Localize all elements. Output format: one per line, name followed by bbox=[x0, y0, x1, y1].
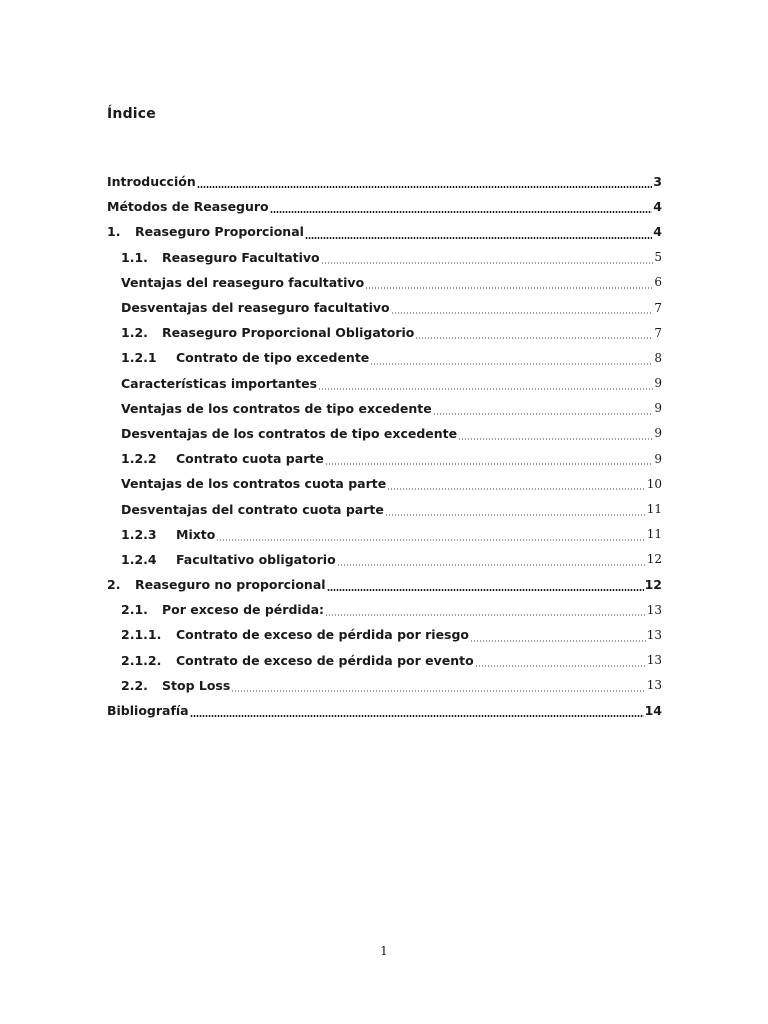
dot-leader bbox=[231, 690, 645, 692]
dot-leader bbox=[270, 211, 653, 213]
toc-entry-number: 1. bbox=[107, 224, 121, 240]
toc-entry-title: Stop Loss bbox=[162, 677, 231, 693]
toc-entry-number: 1.2.3 bbox=[121, 526, 157, 542]
toc-entry-title: Características importantes bbox=[121, 375, 318, 391]
dot-leader bbox=[415, 337, 653, 339]
toc-entry-title: Contrato de tipo excedente bbox=[176, 350, 370, 366]
page-number: 1 bbox=[380, 944, 388, 958]
toc-entry-title: Contrato de exceso de pérdida por evento bbox=[176, 652, 474, 668]
toc-entry-page: 4 bbox=[653, 224, 662, 240]
toc-entry-title: Desventajas de los contratos de tipo excedente bbox=[121, 425, 458, 441]
toc-entry-title: Reaseguro Proporcional bbox=[135, 224, 304, 240]
toc-entry[interactable] bbox=[107, 371, 662, 396]
toc-entry-page: 8 bbox=[654, 350, 662, 365]
toc-entry[interactable] bbox=[107, 496, 662, 521]
toc-entry-title: Métodos de Reaseguro bbox=[107, 199, 269, 215]
toc-entry[interactable] bbox=[107, 572, 662, 597]
toc-entry[interactable] bbox=[107, 471, 662, 496]
toc-entry-page: 6 bbox=[654, 275, 662, 290]
toc-entry-page: 4 bbox=[653, 199, 662, 215]
toc-entry[interactable] bbox=[107, 522, 662, 547]
dot-leader bbox=[385, 514, 646, 516]
toc-entry-page: 11 bbox=[646, 527, 662, 542]
toc-entry-page: 12 bbox=[644, 577, 662, 593]
toc-entry[interactable] bbox=[107, 396, 662, 421]
dot-leader bbox=[318, 388, 653, 390]
toc-entry[interactable] bbox=[107, 169, 662, 194]
toc-entry[interactable] bbox=[107, 648, 662, 673]
toc-entry-number: 2.2. bbox=[121, 677, 148, 693]
dot-leader bbox=[458, 438, 653, 440]
toc-entry-page: 9 bbox=[654, 401, 662, 416]
toc-entry-title: Desventajas del reaseguro facultativo bbox=[121, 300, 390, 316]
dot-leader bbox=[370, 363, 653, 365]
dot-leader bbox=[475, 665, 646, 667]
toc-entry-page: 3 bbox=[653, 174, 662, 190]
toc-entry-title: Ventajas de los contratos cuota parte bbox=[121, 476, 387, 492]
toc-entry-title: Por exceso de pérdida: bbox=[162, 602, 325, 618]
toc-entry-title: Contrato de exceso de pérdida por riesgo bbox=[176, 627, 470, 643]
dot-leader bbox=[470, 640, 646, 642]
toc-entry-page: 9 bbox=[654, 451, 662, 466]
toc-entry-number: 2.1.2. bbox=[121, 652, 162, 668]
toc-entry[interactable] bbox=[107, 421, 662, 446]
toc-entry[interactable] bbox=[107, 219, 662, 244]
toc-entry-page: 13 bbox=[646, 627, 662, 642]
toc-entry[interactable] bbox=[107, 622, 662, 647]
toc-entry-page: 12 bbox=[646, 552, 662, 567]
dot-leader bbox=[337, 564, 646, 566]
toc-entry-page: 9 bbox=[654, 426, 662, 441]
toc-entry-title: Reaseguro no proporcional bbox=[135, 577, 326, 593]
dot-leader bbox=[305, 237, 652, 239]
toc-entry[interactable] bbox=[107, 446, 662, 471]
table-of-contents bbox=[107, 169, 662, 723]
toc-entry[interactable] bbox=[107, 295, 662, 320]
toc-heading: Índice bbox=[107, 106, 156, 122]
toc-entry-page: 9 bbox=[654, 376, 662, 391]
toc-entry-page: 13 bbox=[646, 653, 662, 668]
toc-entry-number: 1.2.4 bbox=[121, 551, 157, 567]
toc-entry-number: 1.2.1 bbox=[121, 350, 157, 366]
dot-leader bbox=[433, 413, 654, 415]
dot-leader bbox=[216, 539, 645, 541]
toc-entry-title: Reaseguro Proporcional Obligatorio bbox=[162, 325, 415, 341]
toc-entry-number: 2.1. bbox=[121, 602, 148, 618]
toc-entry-title: Facultativo obligatorio bbox=[176, 551, 336, 567]
toc-entry[interactable] bbox=[107, 345, 662, 370]
dot-leader bbox=[190, 715, 644, 717]
toc-entry-number: 1.2. bbox=[121, 325, 148, 341]
toc-entry-page: 10 bbox=[646, 476, 662, 491]
dot-leader bbox=[325, 614, 646, 616]
toc-entry-number: 2. bbox=[107, 577, 121, 593]
toc-entry[interactable] bbox=[107, 698, 662, 723]
dot-leader bbox=[387, 488, 646, 490]
toc-entry-title: Contrato cuota parte bbox=[176, 451, 324, 467]
toc-entry-number: 1.2.2 bbox=[121, 451, 157, 467]
toc-entry[interactable] bbox=[107, 270, 662, 295]
dot-leader bbox=[327, 589, 644, 591]
toc-entry-number: 2.1.1. bbox=[121, 627, 162, 643]
toc-entry-title: Reaseguro Facultativo bbox=[162, 249, 320, 265]
toc-entry-title: Desventajas del contrato cuota parte bbox=[121, 501, 384, 517]
toc-entry-page: 13 bbox=[646, 602, 662, 617]
toc-entry-number: 1.1. bbox=[121, 249, 148, 265]
toc-entry[interactable] bbox=[107, 194, 662, 219]
dot-leader bbox=[391, 312, 654, 314]
toc-entry-page: 14 bbox=[644, 703, 662, 719]
toc-entry[interactable] bbox=[107, 597, 662, 622]
toc-entry-title: Bibliografía bbox=[107, 703, 189, 719]
toc-entry-page: 7 bbox=[654, 300, 662, 315]
toc-entry-page: 5 bbox=[654, 250, 662, 265]
toc-entry-title: Ventajas de los contratos de tipo excedente bbox=[121, 400, 432, 416]
toc-entry-page: 11 bbox=[646, 502, 662, 517]
toc-entry[interactable] bbox=[107, 547, 662, 572]
toc-entry[interactable] bbox=[107, 245, 662, 270]
dot-leader bbox=[325, 463, 654, 465]
toc-entry[interactable] bbox=[107, 673, 662, 698]
toc-entry-title: Ventajas del reaseguro facultativo bbox=[121, 274, 365, 290]
toc-entry-title: Introducción bbox=[107, 174, 196, 190]
toc-entry[interactable] bbox=[107, 320, 662, 345]
toc-entry-page: 7 bbox=[654, 325, 662, 340]
dot-leader bbox=[197, 186, 653, 188]
toc-entry-title: Mixto bbox=[176, 526, 216, 542]
dot-leader bbox=[365, 287, 653, 289]
dot-leader bbox=[321, 262, 654, 264]
toc-entry-page: 13 bbox=[646, 678, 662, 693]
